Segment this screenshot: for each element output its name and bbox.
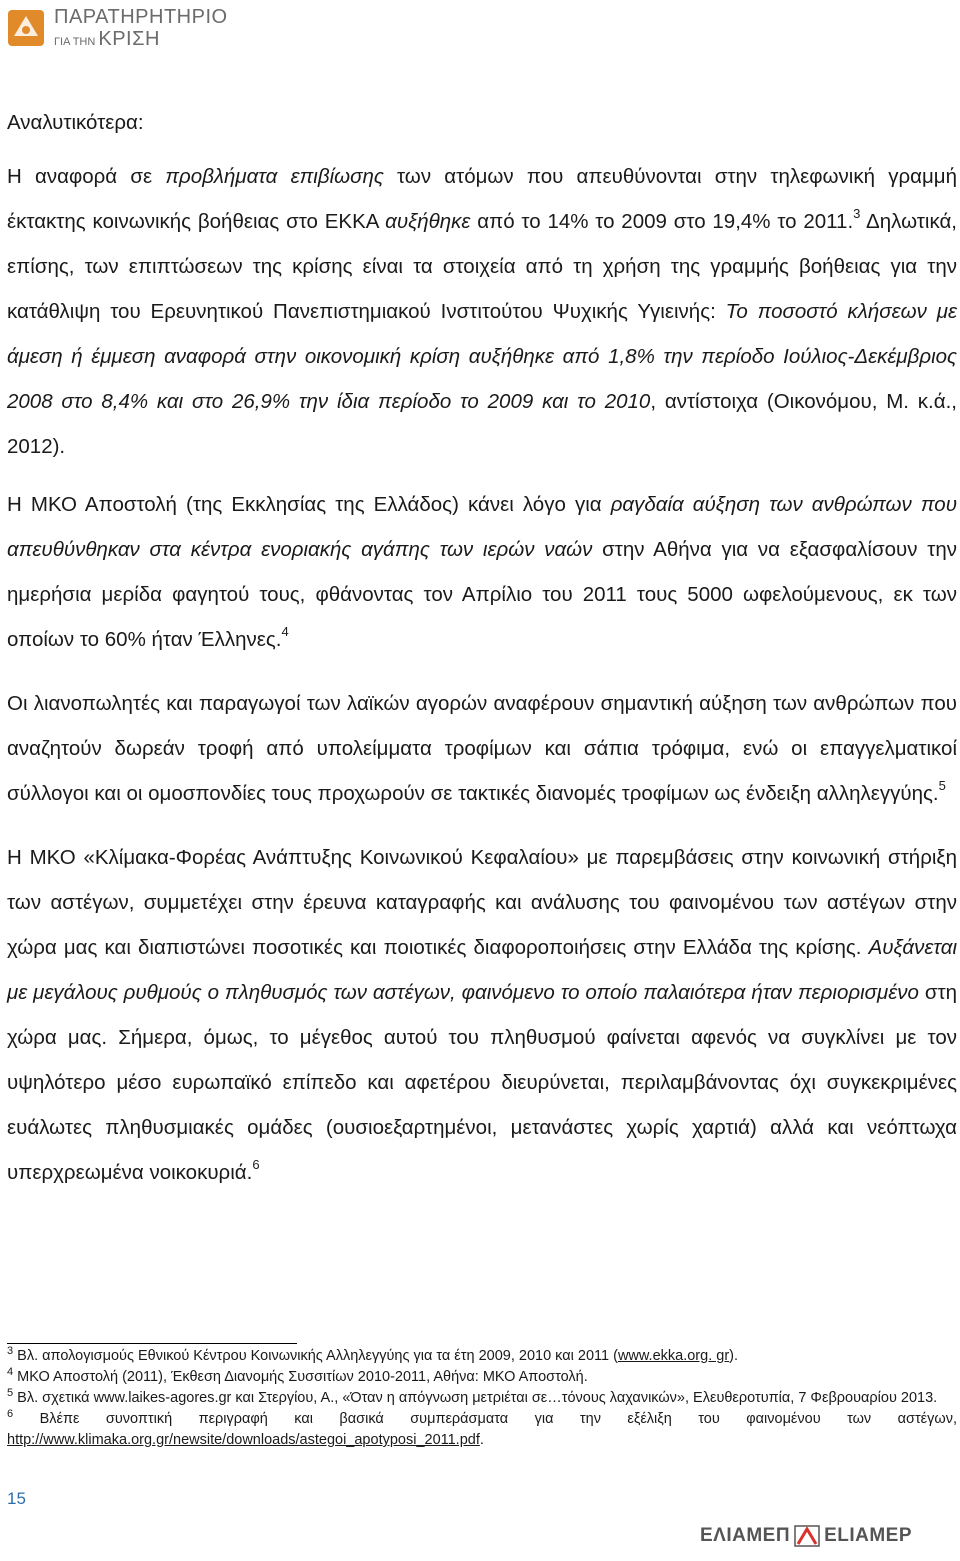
footnote-separator: [7, 1343, 297, 1344]
logo-text: [54, 7, 228, 49]
footnote-ref-6[interactable]: 6: [252, 1157, 260, 1172]
logo-line2-big: ΚΡΙΣΗ: [98, 28, 160, 50]
footnote-6-text: Βλέπε συνοπτική περιγραφή και βασικά συμπεράσματα για την εξέλιξη του φαινομένου των αστέγων,: [13, 1411, 957, 1427]
footnote-3-text: Βλ. απολογισμούς Εθνικού Κέντρου Κοινωνικής Αλληλεγγύης για τα έτη 2009, 2010 και 2011 (: [13, 1348, 618, 1364]
p2-text-a: Η ΜΚΟ Αποστολή (της Εκκλησίας της Ελλάδος) κάνει λόγο για: [7, 493, 611, 516]
footnote-6-text-end: .: [479, 1432, 484, 1448]
footnote-6-link[interactable]: http://www.klimaka.org.gr/newsite/downloads/astegoi_apotyposi_2011.pdf: [7, 1432, 480, 1448]
footnote-4-number: 4: [7, 1366, 14, 1378]
logo-mark-icon: [6, 8, 46, 48]
p4-text-c: στη χώρα μας. Σήμερα, όμως, το μέγεθος αυτού του πληθυσμού φαίνεται αφενός να συγκλίνει με τον υψηλότερο μέσο ευρωπαϊκό επίπεδο και αφετέρου διευρύνεται, περιλαμβάνοντας όχι συγκεκριμένες ευάλωτες πληθυσμιακές ομάδες (ουσιοεξαρτημένοι, μετανάστες χωρίς χαρτιά) αλλά και νεόπτωχα υπερχρεωμένα νοικοκυριά.: [7, 981, 957, 1184]
p1-text-a: Η αναφορά σε: [7, 165, 166, 188]
p2-italic-b: ραγδαία αύξηση των ανθρώπων που απευθύνθηκαν στα κέντρα ενοριακής αγάπης των ιερών ναών: [7, 493, 957, 561]
logo-line2: [54, 29, 228, 49]
logo-line2-small: ΓΙΑ ΤΗΝ: [54, 36, 96, 48]
footnote-3-text-end: ).: [729, 1348, 739, 1364]
footnote-ref-5[interactable]: 5: [938, 778, 946, 793]
footnote-3: [7, 1346, 957, 1367]
paragraph-2: [7, 482, 957, 662]
footnote-6-number: 6: [7, 1408, 14, 1420]
footnote-4: [7, 1367, 957, 1388]
p1-text-h: , αντίστοιχα (Οικονόμου, Μ. κ.ά., 2012).: [7, 390, 957, 458]
p4-text-a: Η ΜΚΟ «Κλίμακα-Φορέας Ανάπτυξης Κοινωνικού Κεφαλαίου» με παρεμβάσεις στην κοινωνική στήριξη των αστέγων, συμμετέχει στην έρευνα καταγραφής και ανάλυσης του φαινομένου των αστέγων στην χώρα μας και διαπιστώνει ποσοτικές και ποιοτικές διαφοροποιήσεις στην Ελλάδα της κρίσης.: [7, 846, 957, 959]
footnote-4-text: ΜΚΟ Αποστολή (2011), Έκθεση Διανομής Συσσιτίων 2010-2011, Αθήνα: ΜΚΟ Αποστολή.: [13, 1369, 588, 1385]
p1-italic-g: Το ποσοστό κλήσεων με άμεση ή έμμεση αναφορά στην οικονομική κρίση αυξήθηκε από 1,8% την περίοδο Ιούλιος-Δεκέμβριος 2008 στο 8,4% και στο 26,9% την ίδια περίοδο το 2009 και το 2010: [7, 300, 958, 413]
p1-text-f: Δηλωτικά, επίσης, των επιπτώσεων της κρίσης είναι τα στοιχεία από τη χρήση της γραμμής βοήθειας για την κατάθλιψη του Ερευνητικού Πανεπιστημιακού Ινστιτούτου Ψυχικής Υγιεινής:: [7, 210, 958, 323]
footnote-3-number: 3: [7, 1345, 14, 1357]
p2-text-c: στην Αθήνα για να εξασφαλίσουν την ημερήσια μερίδα φαγητού τους, φθάνοντας τον Απρίλιο του 2011 τους 5000 ωφελούμενους, εκ των οποίων το 60% ήταν Έλληνες.: [7, 538, 958, 651]
logo-line1: ΠΑΡΑΤΗΡΗΤΗΡΙΟ: [54, 6, 228, 28]
footer-logo: [700, 1524, 912, 1548]
eliamep-mark-icon: [794, 1524, 820, 1548]
document-body: [7, 100, 957, 1195]
footnote-5-text: Βλ. σχετικά www.laikes-agores.gr και Στεργίου, Α., «Όταν η απόγνωση μετριέται σε…τόνους λαχανικών», Ελευθεροτυπία, 7 Φεβρουαρίου 2013.: [13, 1390, 938, 1406]
p4-italic-b: Αυξάνεται με μεγάλους ρυθμούς ο πληθυσμός των αστέγων, φαινόμενο το οποίο παλαιότερα ήταν περιορισμένο: [7, 936, 957, 1004]
footer-logo-greek: ΕΛΙΑΜΕΠ: [700, 1525, 791, 1546]
footnote-5-number: 5: [7, 1387, 14, 1399]
footer-logo-latin: ELIAMEP: [824, 1525, 913, 1546]
footnotes: [7, 1346, 957, 1451]
paragraph-3: [7, 681, 957, 816]
footnote-ref-3[interactable]: 3: [853, 206, 861, 221]
p1-italic-d: αυξήθηκε: [385, 210, 471, 233]
header-logo: [6, 4, 228, 52]
p1-text-c: των ατόμων που απευθύνονται στην τηλεφωνική γραμμή έκτακτης κοινωνικής βοήθειας στο ΕΚΚΑ: [7, 165, 957, 233]
footnote-3-link[interactable]: www.ekka.org. gr: [617, 1348, 730, 1364]
footnote-5: [7, 1388, 957, 1409]
intro-heading: Αναλυτικότερα:: [7, 111, 144, 134]
footnote-ref-4[interactable]: 4: [281, 624, 289, 639]
p3-text-a: Οι λιανοπωλητές και παραγωγοί των λαϊκών αγορών αναφέρουν σημαντική αύξηση των ανθρώπων που αναζητούν δωρεάν τροφή από υπολείμματα τροφίμων και σάπια τρόφιμα, ενώ οι επαγγελματικοί σύλλογοι και οι ομοσπονδίες τους προχωρούν σε τακτικές διανομές τροφίμων ως ένδειξη αλληλεγγύης.: [7, 692, 957, 805]
paragraph-4: [7, 835, 957, 1195]
page-number: 15: [7, 1489, 26, 1508]
p1-text-e: από το 14% το 2009 στο 19,4% το 2011.: [470, 210, 854, 233]
paragraph-1: [7, 154, 957, 469]
p1-italic-b: προβλήματα επιβίωσης: [165, 165, 384, 188]
footnote-6: [7, 1409, 957, 1451]
